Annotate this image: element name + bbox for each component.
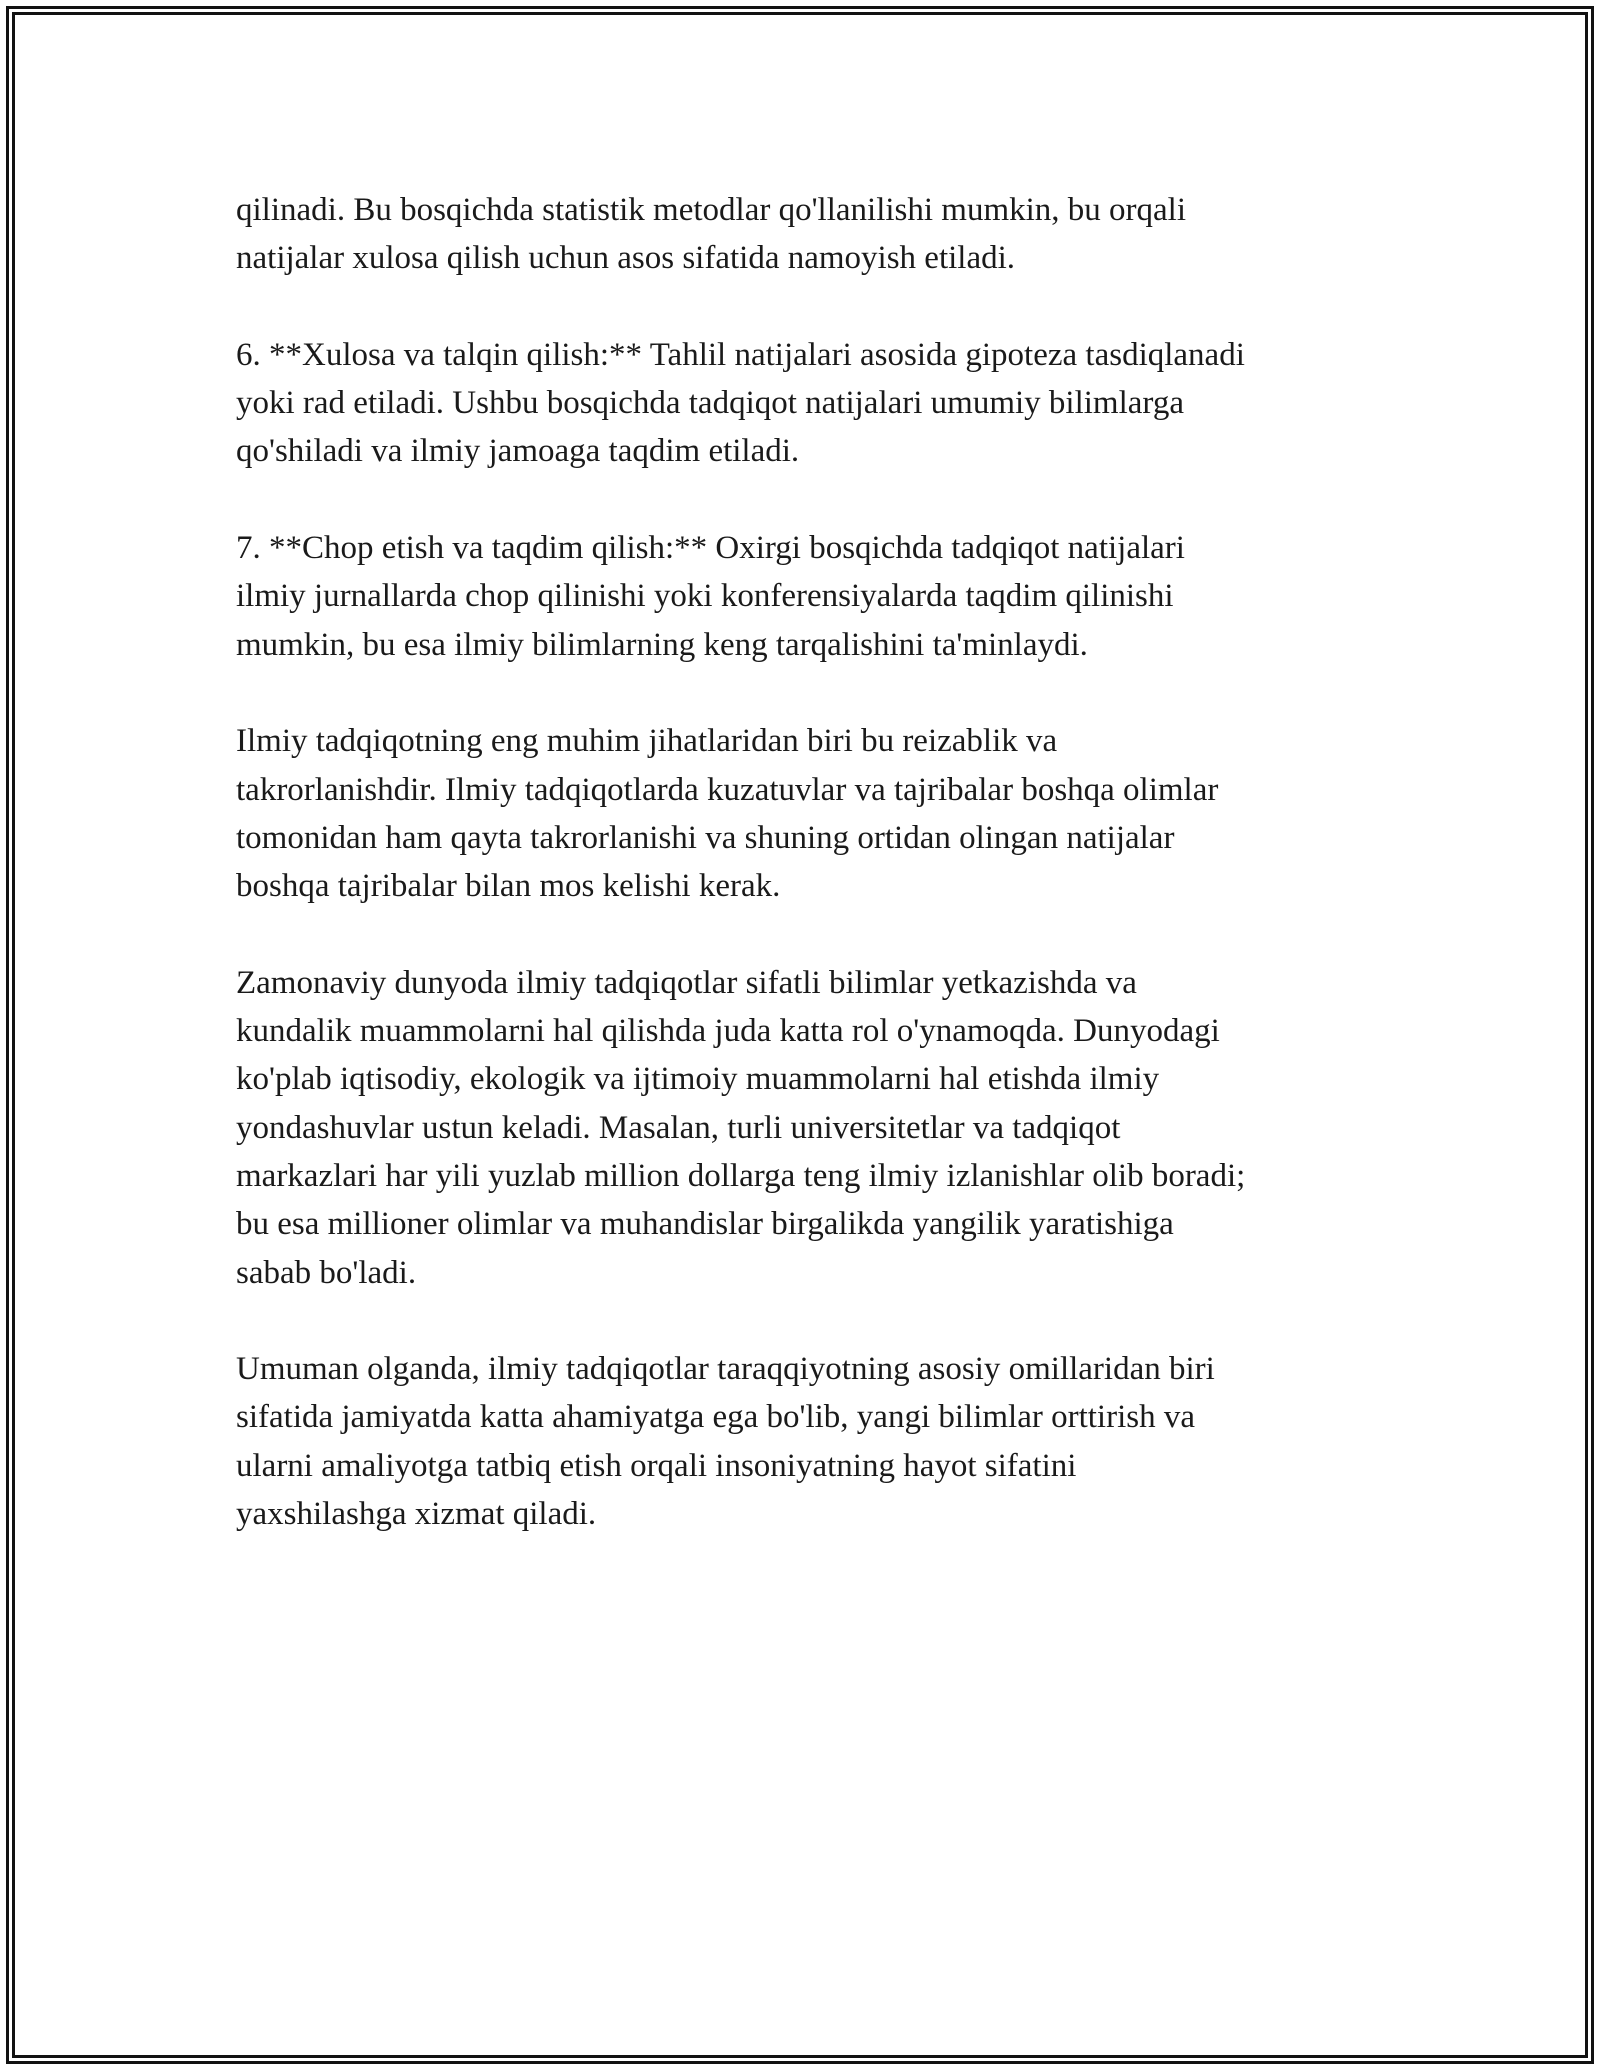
paragraph-reproducibility: Ilmiy tadqiqotning eng muhim jihatlaridan biri bu reizablik va takrorlanishdir. Ilmiy tadqiqotlarda kuzatuvlar va tajribalar boshqa olimlar tomonidan ham qayta takrorlanishi va shuning ortidan olingan natijalar boshqa tajribalar bilan mos kelishi kerak. [236, 723, 1219, 905]
document-body [236, 186, 1366, 1587]
paragraph-analysis-continuation: qilinadi. Bu bosqichda statistik metodlar qo'llanilishi mumkin, bu orqali natijalar xulosa qilish uchun asos sifatida namoyish etiladi. [236, 192, 1187, 277]
paragraph-modern-world: Zamonaviy dunyoda ilmiy tadqiqotlar sifatli bilimlar yetkazishda va kundalik muammolarni hal qilishda juda katta rol o'ynamoqda. Dunyodagi ko'plab iqtisodiy, ekologik va ijtimoiy muammolarni hal etishda ilmiy yondashuvlar ustun keladi. Masalan, turli universitetlar va tadqiqot markazlari har yili yuzlab million dollarga teng ilmiy izlanishlar olib boradi; bu esa millioner olimlar va muhandislar birgalikda yangilik yaratishiga sabab bo'ladi. [236, 964, 1246, 1291]
paragraph-summary: Umuman olganda, ilmiy tadqiqotlar taraqqiyotning asosiy omillaridan biri sifatida jamiyatda katta ahamiyatga ega bo'lib, yangi bilimlar orttirish va ularni amaliyotga tatbiq etish orqali insoniyatning hayot sifatini yaxshilashga xizmat qiladi. [236, 1351, 1215, 1533]
paragraph-step-7-publication: 7. **Chop etish va taqdim qilish:** Oxirgi bosqichda tadqiqot natijalari ilmiy jurnallarda chop qilinishi yoki konferensiyalarda taqdim qilinishi mumkin, bu esa ilmiy bilimlarning keng tarqalishini ta'minlaydi. [236, 530, 1185, 663]
paragraph-step-6-conclusion: 6. **Xulosa va talqin qilish:** Tahlil natijalari asosida gipoteza tasdiqlanadi yoki rad etiladi. Ushbu bosqichda tadqiqot natijalari umumiy bilimlarga qo'shiladi va ilmiy jamoaga taqdim etiladi. [236, 336, 1245, 470]
